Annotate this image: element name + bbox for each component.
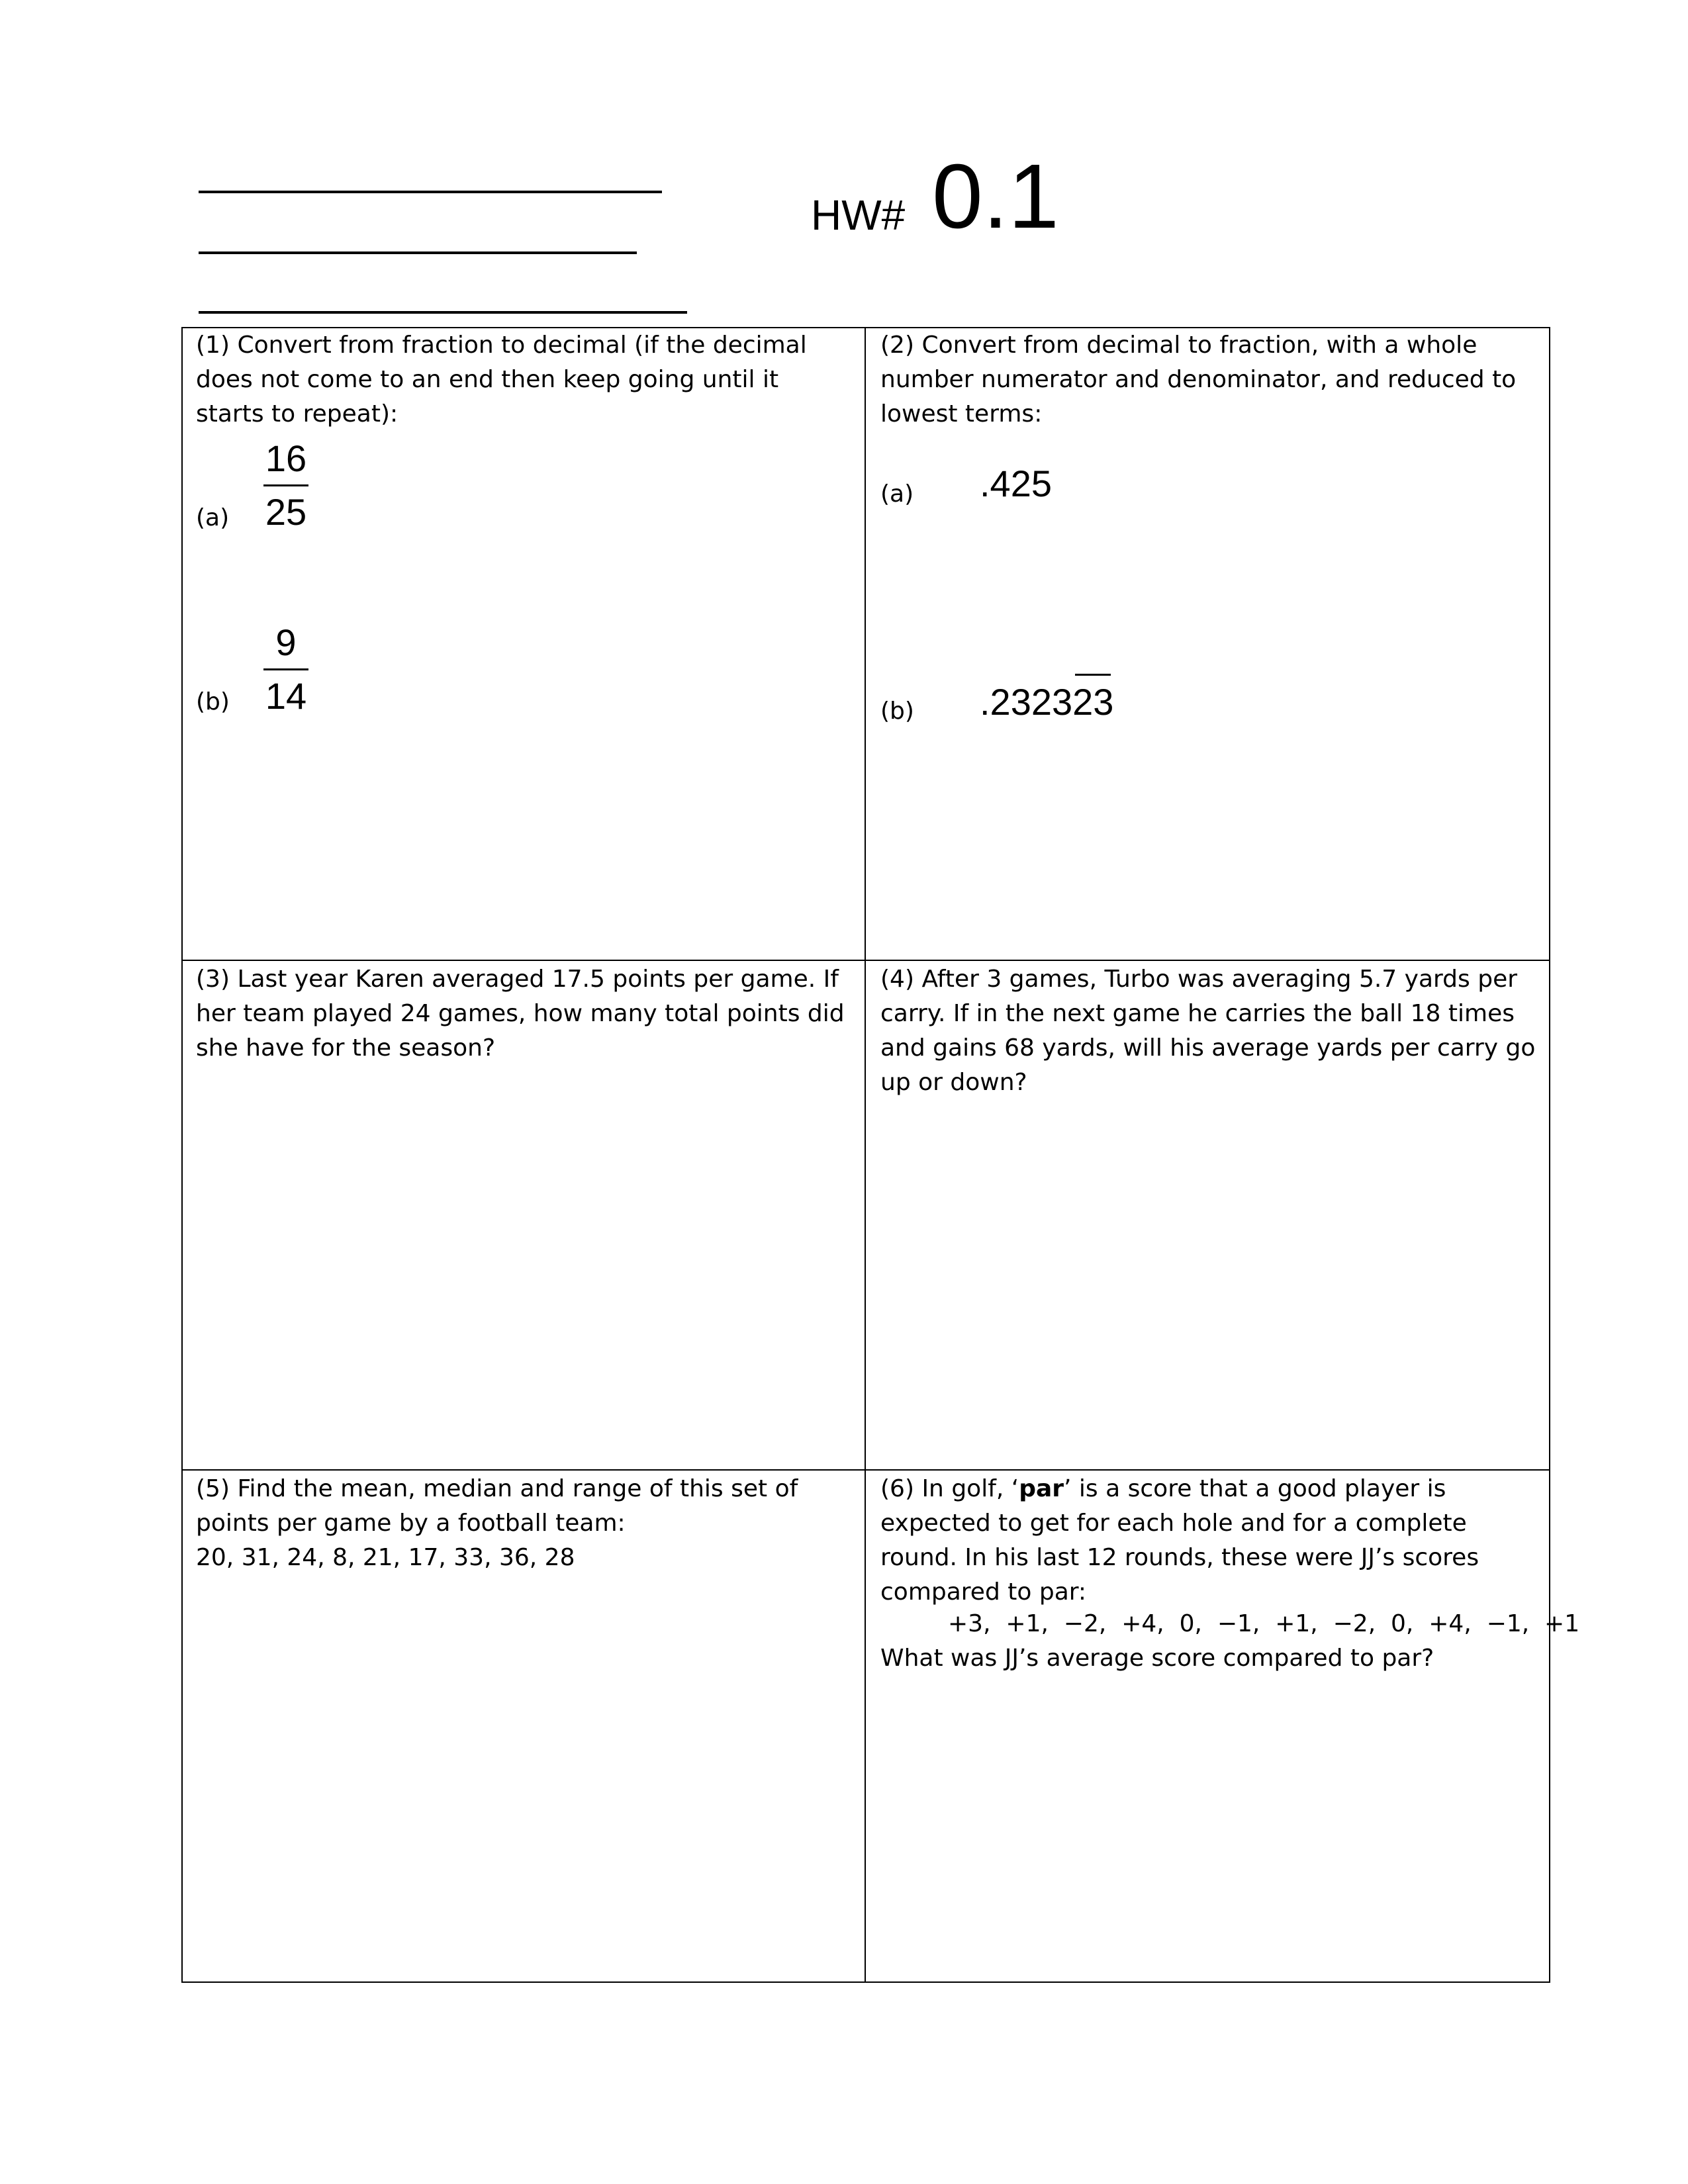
problem-4-text: (4) After 3 games, Turbo was averaging 5.7 yards per carry. If in the next game he carries the ball 18 times and gains 68 yards, will his average yards per carry go up or down? xyxy=(880,966,1536,1096)
problem-2b-label: (b) xyxy=(880,698,914,725)
problem-1b-label: (b) xyxy=(196,688,230,715)
problem-2-text: (2) Convert from decimal to fraction, with a whole number numerator and denominator, and reduced to lowest terms: xyxy=(880,332,1517,428)
name-line-1 xyxy=(199,191,662,193)
problem-grid xyxy=(181,327,1550,1983)
problem-6-text xyxy=(880,1472,1539,1610)
problem-2a-label: (a) xyxy=(880,480,914,508)
problem-2b-repeating: 23 xyxy=(1072,681,1114,723)
problem-1b-denominator: 14 xyxy=(265,675,307,717)
problem-2b-nonrepeating: .2323 xyxy=(980,681,1073,723)
problem-5-text xyxy=(196,1472,851,1575)
problem-6-scores: +3, +1, −2, +4, 0, −1, +1, −2, 0, +4, −1, +1 xyxy=(948,1610,1580,1637)
problem-5-line-2: points per game by a football team: xyxy=(196,1510,626,1537)
problem-1b-fraction xyxy=(261,619,311,719)
hw-number: 0.1 xyxy=(932,146,1059,248)
problem-2a-decimal: .425 xyxy=(980,463,1052,504)
problem-2b-decimal xyxy=(980,680,1113,723)
grid-row-divider-1 xyxy=(181,960,1550,961)
problem-1a-numerator: 16 xyxy=(265,437,307,479)
problem-1a-fraction xyxy=(261,435,311,535)
problem-6-prefix: (6) In golf, ‘ xyxy=(880,1475,1019,1502)
problem-6-par: par xyxy=(1019,1475,1064,1502)
problem-5-data: 20, 31, 24, 8, 21, 17, 33, 36, 28 xyxy=(196,1544,575,1571)
problem-5-line-1: (5) Find the mean, median and range of this set of xyxy=(196,1475,798,1502)
fraction-bar xyxy=(263,484,308,486)
name-line-2 xyxy=(199,251,637,254)
problem-1a-denominator: 25 xyxy=(265,491,307,533)
grid-vertical-divider xyxy=(865,327,866,1983)
problem-1b-numerator: 9 xyxy=(275,621,297,663)
problem-3-text: (3) Last year Karen averaged 17.5 points per game. If her team played 24 games, how many total points did she have for the season? xyxy=(196,966,845,1062)
problem-1-text: (1) Convert from fraction to decimal (if the decimal does not come to an end then keep going until it starts to repeat): xyxy=(196,332,807,428)
grid-row-divider-2 xyxy=(181,1469,1550,1471)
name-line-3 xyxy=(199,311,687,314)
repeating-bar xyxy=(1075,674,1111,676)
problem-6-question: What was JJ’s average score compared to par? xyxy=(880,1645,1434,1672)
fraction-bar xyxy=(263,668,308,670)
hw-label: HW# xyxy=(811,191,906,239)
problem-1a-label: (a) xyxy=(196,504,230,531)
problem-6-suffix: ’ is a score that a good player is expected to get for each hole and for a complete round. In his last 12 rounds, these were JJ’s scores compared to par: xyxy=(880,1475,1479,1606)
